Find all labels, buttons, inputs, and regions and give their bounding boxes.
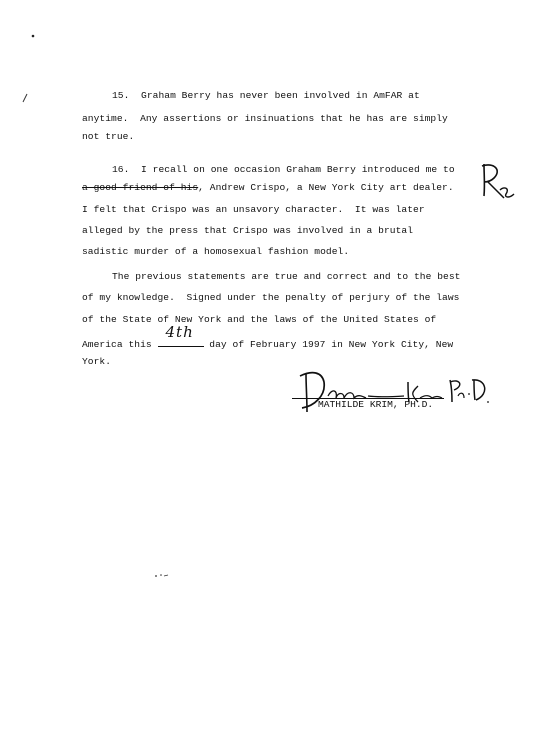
closing-line: York. — [82, 356, 112, 367]
closing-line: of the State of New York and the laws of the United States of — [82, 314, 437, 325]
closing-line: The previous statements are true and correct and to the best — [112, 271, 461, 282]
margin-initials-handwriting — [478, 160, 518, 204]
paragraph-16-line: alleged by the press that Crispo was involved in a brutal — [82, 225, 414, 236]
scan-mark — [22, 93, 28, 103]
paragraph-16-line: 16. I recall on one occasion Graham Berry introduced me to — [112, 164, 455, 175]
paragraph-16-text: , Andrew Crispo, a New York City art dealer. — [198, 182, 454, 193]
date-blank — [158, 323, 204, 347]
scan-speck — [154, 573, 170, 579]
paragraph-16-line: sadistic murder of a homosexual fashion model. — [82, 246, 350, 257]
signatory-name: MATHILDE KRIM, PH.D. — [318, 399, 434, 410]
closing-text: America this — [82, 339, 158, 350]
struck-text: a good friend of his — [82, 182, 199, 193]
paragraph-15-line: 15. Graham Berry has never been involved in AmFAR at — [112, 90, 420, 101]
closing-line: of my knowledge. Signed under the penalty of perjury of the laws — [82, 292, 460, 303]
paragraph-15-line: anytime. Any assertions or insinuations that he has are simply — [82, 113, 448, 124]
paragraph-16-line — [82, 182, 454, 194]
signature-handwriting — [292, 362, 492, 420]
closing-line — [82, 323, 454, 351]
closing-text: day of February 1997 in New York City, New — [203, 339, 454, 350]
handwritten-date: 4th — [165, 323, 194, 341]
scan-speck — [31, 34, 35, 38]
paragraph-15-line: not true. — [82, 131, 135, 142]
paragraph-16-line: I felt that Crispo was an unsavory character. It was later — [82, 204, 425, 215]
